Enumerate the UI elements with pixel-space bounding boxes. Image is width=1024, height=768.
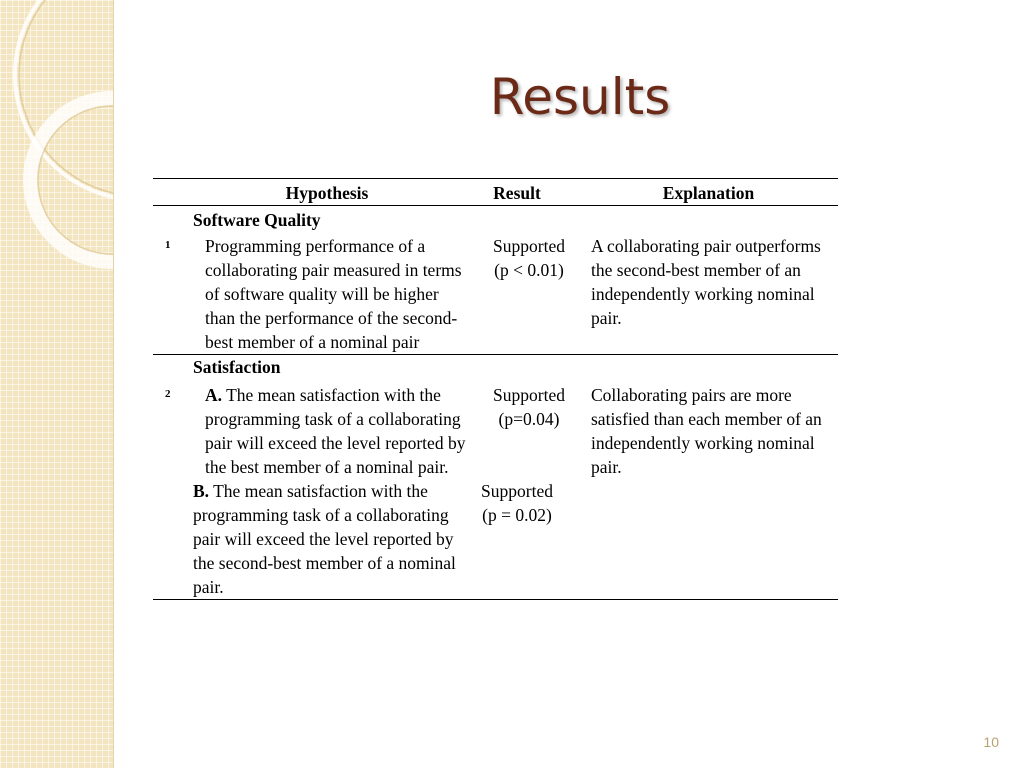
- result-p-value: (p=0.04): [498, 409, 560, 429]
- header-hypothesis: Hypothesis: [285, 183, 369, 203]
- header-explanation: Explanation: [662, 183, 755, 203]
- row-number: 1: [165, 239, 171, 251]
- results-table: [153, 178, 838, 600]
- part-a-text: The mean satisfaction with the programming task of a collaborating pair will exceed the level reported by the best member of a nominal pair.: [205, 385, 466, 477]
- result-status: Supported: [493, 385, 565, 405]
- result-cell-b: [457, 479, 577, 599]
- slide-title: Results: [489, 68, 671, 126]
- result-status: Supported: [481, 481, 553, 501]
- result-p-value: (p = 0.02): [482, 505, 552, 525]
- table-header: [153, 179, 838, 205]
- header-result: Result: [493, 183, 541, 203]
- explanation-text: Collaborating pairs are more satisfied than each member of an independently working nominal pair.: [591, 385, 822, 477]
- result-cell: [469, 234, 589, 354]
- result-status: Supported: [493, 236, 565, 256]
- row-number: 2: [165, 388, 171, 400]
- header-number-col: [153, 181, 193, 205]
- page-number: 10: [983, 734, 999, 750]
- table-row: [153, 355, 838, 599]
- explanation-text: A collaborating pair outperforms the second-best member of an independently working nominal pair.: [591, 236, 821, 328]
- part-b-label: B.: [193, 481, 210, 501]
- section-title: Satisfaction: [193, 357, 281, 377]
- part-a-label: A.: [205, 385, 223, 405]
- table-row: [153, 206, 838, 354]
- hypothesis-text: Programming performance of a collaborating pair measured in terms of software quality will be higher than the performance of the second-best member of a nominal pair: [205, 236, 462, 352]
- section-title: Software Quality: [193, 210, 321, 230]
- result-p-value: (p < 0.01): [494, 260, 564, 280]
- hypothesis-part-a: [205, 383, 473, 479]
- part-b-text: The mean satisfaction with the programming task of a collaborating pair will exceed the level reported by the second-best member of a nominal pair.: [193, 481, 456, 597]
- result-cell-a: [469, 383, 589, 479]
- hypothesis-part-b: [193, 479, 461, 599]
- table-bottom-rule: [153, 599, 838, 600]
